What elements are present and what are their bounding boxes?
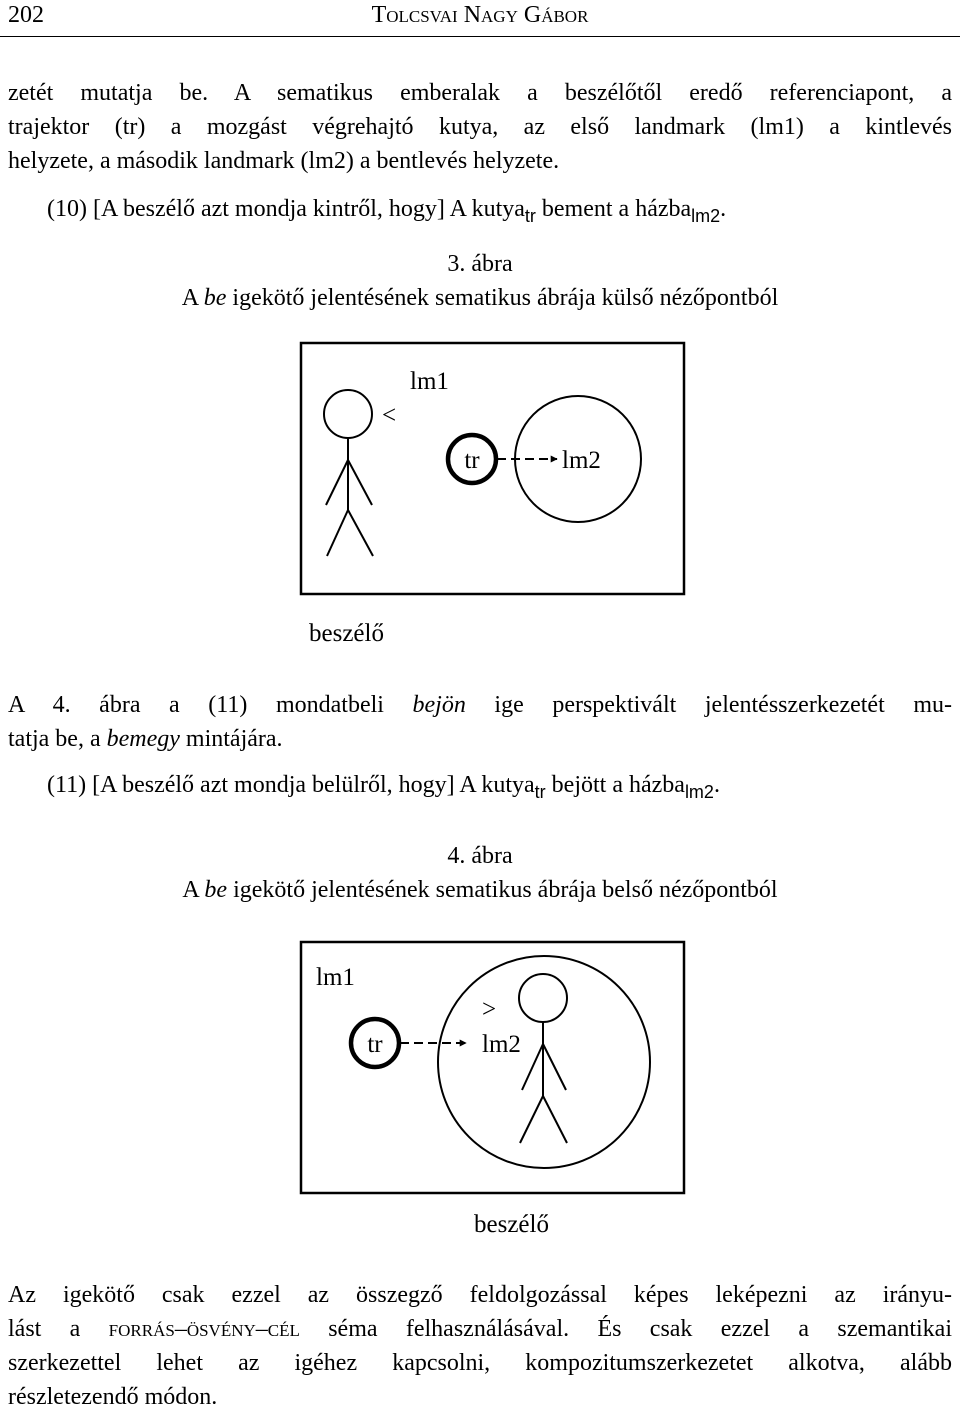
figure-4-number: 4. ábra [447, 843, 513, 869]
paragraph-line: részletezendő módon. [8, 1384, 218, 1410]
page-number: 202 [8, 2, 44, 28]
example-text: . [713, 772, 720, 798]
header-rule [0, 36, 960, 37]
paragraph-line: Az igekötő csak ezzel az összegző feldolgozással képes leképezni az irányu- [8, 1282, 952, 1308]
paragraph-text: lást a [8, 1316, 109, 1342]
trajector-circle [351, 1019, 399, 1067]
paragraph-line: zetét mutatja be. A sematikus emberalak a beszélőtől eredő referenciapont, a [8, 80, 952, 106]
schema-name: forrás–ösvény–cél [108, 1316, 300, 1342]
label-lm1: lm1 [410, 368, 449, 395]
label-speaker: beszélő [474, 1211, 549, 1238]
paragraph-3 [8, 1278, 952, 1414]
example-subscript: tr [534, 782, 546, 802]
speaker-stick-figure [324, 390, 373, 556]
example-subscript: lm2 [684, 782, 714, 802]
paragraph-line: trajektor (tr) a mozgást végrehajtó kutya, az első landmark (lm1) a kintlevés [8, 114, 952, 140]
paragraph-line [8, 722, 952, 756]
landmark-2-circle [438, 956, 650, 1168]
label-lm2: lm2 [562, 447, 601, 474]
figure-4-caption [0, 873, 960, 907]
running-author: Tolcsvai Nagy Gábor [371, 2, 589, 28]
speaker-stick-figure [519, 974, 567, 1143]
paragraph-line: helyzete, a második landmark (lm2) a bentlevés helyzete. [8, 148, 560, 174]
paragraph-text: A 4. ábra a (11) mondatbeli [8, 692, 413, 718]
paragraph-line [8, 688, 952, 722]
figure-3-number: 3. ábra [447, 251, 513, 277]
example-subscript: lm2 [691, 206, 721, 226]
caption-text: A [181, 285, 204, 311]
label-lm2: lm2 [482, 1031, 521, 1058]
example-text: . [720, 196, 727, 222]
paragraph-2 [8, 688, 952, 756]
label-lm1: lm1 [316, 964, 355, 991]
paragraph-text: séma felhasználásával. És csak ezzel a szemantikai [299, 1316, 953, 1342]
paragraph-italic: bejön [412, 692, 466, 718]
paragraph-text: tatja be, a [8, 726, 107, 752]
paragraph-italic: bemegy [106, 726, 180, 752]
less-than-sign: < [382, 402, 397, 429]
running-header [0, 0, 960, 38]
figure-3-frame [301, 343, 684, 594]
example-text: (11) [A beszélő azt mondja belülről, hogy] A kutya [47, 772, 535, 798]
example-subscript: tr [524, 206, 536, 226]
caption-text: igekötő jelentésének sematikus ábrája külső nézőpontból [226, 285, 779, 311]
label-speaker: beszélő [309, 620, 384, 647]
paragraph-line [8, 1312, 952, 1346]
paragraph-line: szerkezettel lehet az igéhez kapcsolni, kompozitumszerkezetet alkotva, alább [8, 1350, 952, 1376]
example-text: (10) [A beszélő azt mondja kintről, hogy] A kutya [47, 196, 525, 222]
paragraph-text: mintájára. [179, 726, 283, 752]
greater-than-sign: > [482, 996, 497, 1023]
caption-italic: be [204, 877, 228, 903]
label-tr: tr [367, 1031, 383, 1058]
example-text: bement a házba [535, 196, 692, 222]
caption-text: igekötő jelentésének sematikus ábrája belső nézőpontból [227, 877, 778, 903]
paragraph-1 [8, 76, 952, 178]
example-10 [47, 196, 727, 226]
caption-italic: be [203, 285, 227, 311]
landmark-2-circle [515, 396, 641, 522]
caption-text: A [182, 877, 205, 903]
example-11 [47, 772, 720, 802]
paragraph-text: ige perspektivált jelentésszerkezetét mu- [465, 692, 952, 718]
example-text: bejött a házba [545, 772, 685, 798]
label-tr: tr [464, 447, 480, 474]
trajector-circle [448, 435, 496, 483]
figure-3-caption [0, 281, 960, 315]
figure-4-frame [301, 942, 684, 1193]
